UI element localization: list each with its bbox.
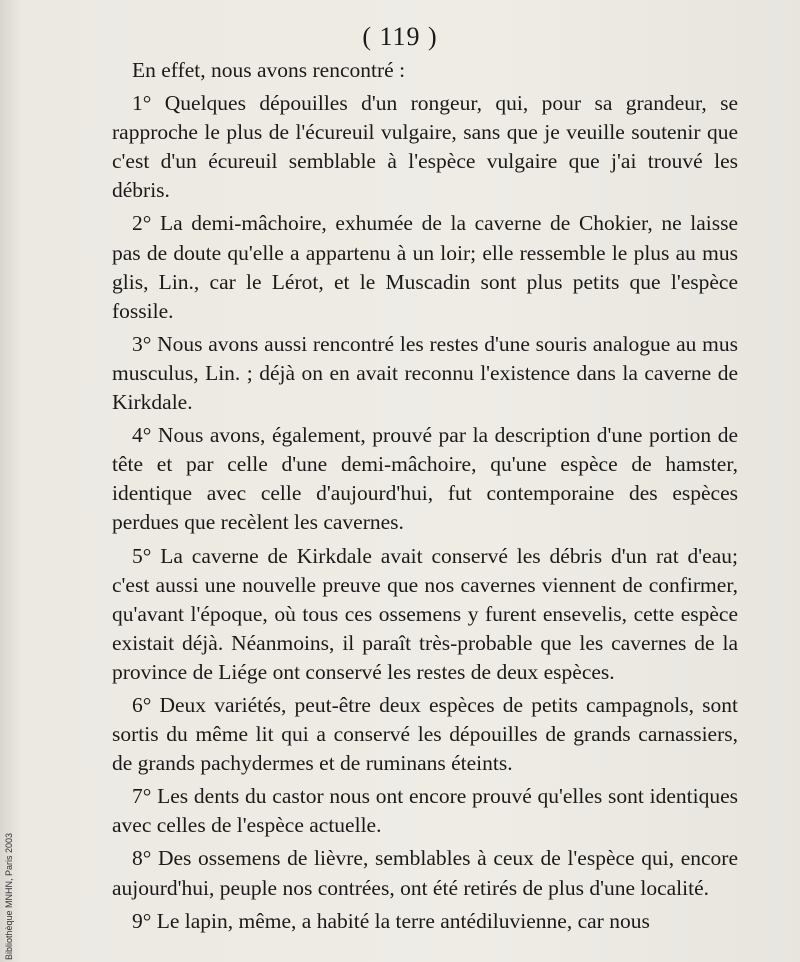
paragraph-8: 8° Des ossemens de lièvre, semblables à ceux de l'espèce qui, encore aujourd'hui, peuple nos contrées, ont été retirés de plus d'une localité.: [112, 846, 738, 900]
paragraph-1: 1° Quelques dépouilles d'un rongeur, qui, pour sa grandeur, se rapproche le plus de l'écureuil vulgaire, sans que je veuille soutenir que c'est d'un écureuil semblable à l'espèce vulgaire que j'ai trouvé les débris.: [112, 91, 738, 203]
paragraph-9: 9° Le lapin, même, a habité la terre antédiluvienne, car nous: [132, 908, 650, 933]
paragraph-2: 2° La demi-mâchoire, exhumée de la caverne de Chokier, ne laisse pas de doute qu'elle a appartenu à un loir; elle ressemble le plus au mus glis, Lin., car le Lérot, et le Muscadin sont plus petits que l'espèce fossile.: [112, 211, 738, 323]
paragraph-6: 6° Deux variétés, peut-être deux espèces de petits campagnols, sont sortis du même lit qui a conservé les dépouilles de grands carnassiers, de grands pachydermes et de ruminans éteints.: [112, 692, 738, 776]
page-number: ( 119 ): [362, 22, 438, 51]
paragraph-7: 7° Les dents du castor nous ont encore prouvé qu'elles sont identiques avec celles de l'espèce actuelle.: [112, 784, 738, 838]
paragraph-4: 4° Nous avons, également, prouvé par la description d'une portion de tête et par celle d'une demi-mâchoire, qu'une espèce de hamster, identique avec celle d'aujourd'hui, fut contemporaine des espèces perdues que recèlent les cavernes.: [112, 423, 738, 535]
library-watermark-label: Bibliothèque MNHN, Paris 2003: [4, 832, 14, 960]
paragraph-3: 3° Nous avons aussi rencontré les restes d'une souris analogue au mus musculus, Lin. ; déjà on en avait reconnu l'existence dans la caverne de Kirkdale.: [112, 331, 738, 415]
paragraph-intro: En effet, nous avons rencontré :: [132, 58, 406, 82]
body-text: [112, 56, 738, 940]
paragraph-5: 5° La caverne de Kirkdale avait conservé les débris d'un rat d'eau; c'est aussi une nouvelle preuve que nos cavernes viennent de confirmer, qu'avant l'époque, où tous ces ossemens y furent ensevelis, cette espèce existait déjà. Néanmoins, il paraît très-probable que les cavernes de la province de Liége ont conservé les restes de deux espèces.: [112, 543, 738, 684]
